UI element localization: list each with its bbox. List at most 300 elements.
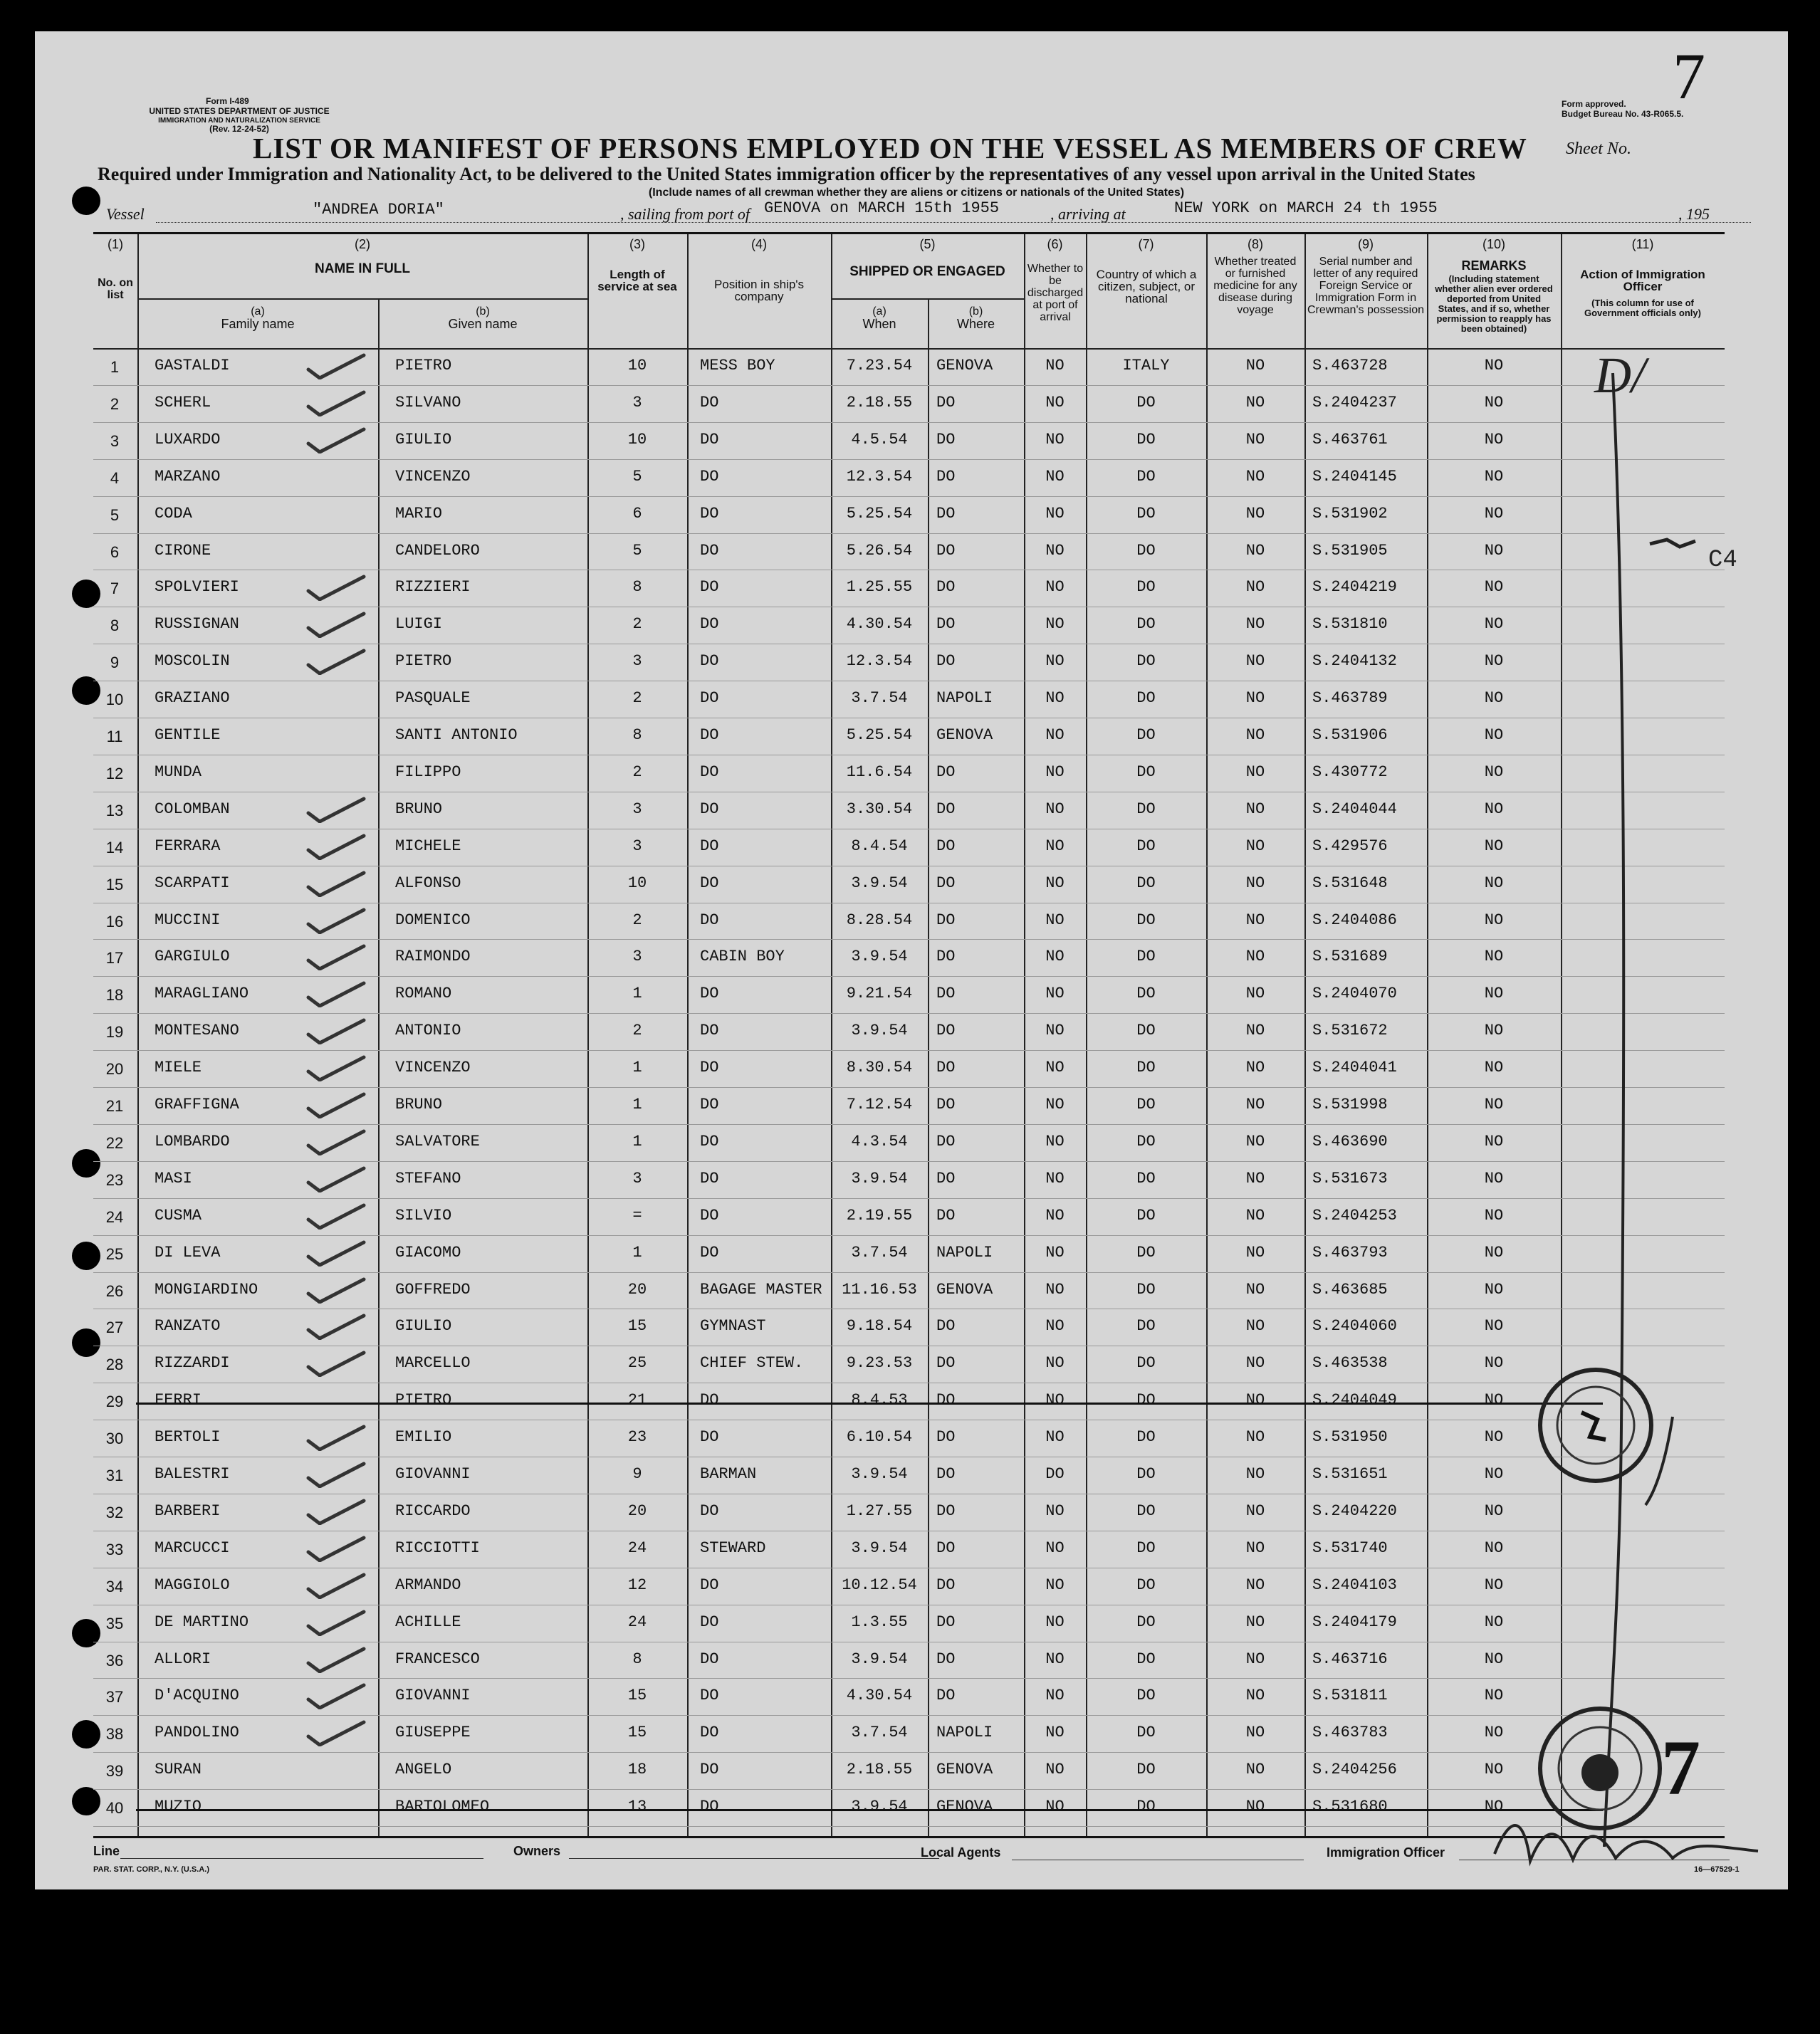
cell-remarks: NO bbox=[1484, 1132, 1504, 1150]
cell-remarks: NO bbox=[1484, 689, 1504, 708]
cell-med: NO bbox=[1245, 1501, 1265, 1520]
cell-given: BRUNO bbox=[395, 800, 443, 818]
cell-remarks: NO bbox=[1484, 578, 1504, 597]
cell-position: DO bbox=[700, 578, 719, 597]
cell-position: DO bbox=[700, 689, 719, 708]
cell-service: 8 bbox=[632, 1650, 642, 1668]
cell-family: CODA bbox=[155, 504, 192, 523]
year-suffix: , 195 bbox=[1678, 205, 1710, 223]
cell-given: SILVIO bbox=[395, 1206, 452, 1225]
cell-remarks: NO bbox=[1484, 1798, 1504, 1816]
cell-family: SPOLVIERI bbox=[155, 578, 239, 597]
cell-country: DO bbox=[1136, 1798, 1156, 1816]
cell-given: RIZZIERI bbox=[395, 578, 471, 597]
cell-when: 3.7.54 bbox=[851, 689, 908, 708]
cell-serial: S.463716 bbox=[1312, 1650, 1388, 1668]
cell-country: DO bbox=[1136, 578, 1156, 597]
cell-discharge: NO bbox=[1045, 1798, 1065, 1816]
cell-given: ALFONSO bbox=[395, 874, 461, 892]
cell-when: 9.18.54 bbox=[846, 1317, 913, 1336]
row-number: 17 bbox=[105, 949, 124, 968]
cell-given: GIOVANNI bbox=[395, 1465, 471, 1483]
cell-when: 3.7.54 bbox=[851, 1243, 908, 1262]
cell-where: DO bbox=[936, 578, 956, 597]
handwritten-sheet-number: 7 bbox=[1673, 40, 1705, 112]
cell-position: DO bbox=[700, 1650, 719, 1668]
row-number: 7 bbox=[110, 580, 120, 598]
cell-service: = bbox=[632, 1206, 642, 1225]
row-number: 3 bbox=[110, 431, 120, 450]
cell-position: DO bbox=[700, 1687, 719, 1705]
cell-where: DO bbox=[936, 467, 956, 486]
cell-discharge: NO bbox=[1045, 393, 1065, 411]
cell-given: RICCARDO bbox=[395, 1501, 471, 1520]
cell-discharge: NO bbox=[1045, 578, 1065, 597]
cell-serial: S.463685 bbox=[1312, 1280, 1388, 1299]
cell-med: NO bbox=[1245, 985, 1265, 1003]
row-number: 29 bbox=[105, 1393, 124, 1411]
cell-med: NO bbox=[1245, 689, 1265, 708]
cell-serial: S.2404070 bbox=[1312, 985, 1397, 1003]
cell-serial: S.2404253 bbox=[1312, 1206, 1397, 1225]
cell-remarks: NO bbox=[1484, 1096, 1504, 1113]
cell-position: DO bbox=[700, 1059, 719, 1077]
cell-serial: S.2404103 bbox=[1312, 1576, 1397, 1594]
cell-country: DO bbox=[1136, 762, 1156, 781]
cell-country: DO bbox=[1136, 1059, 1156, 1077]
cell-service: 24 bbox=[627, 1613, 647, 1631]
cell-country: DO bbox=[1136, 948, 1156, 966]
cell-country: DO bbox=[1136, 1501, 1156, 1520]
cell-when: 12.3.54 bbox=[846, 467, 913, 486]
cell-remarks: NO bbox=[1484, 1243, 1504, 1262]
footer-printer: PAR. STAT. CORP., N.Y. (U.S.A.) bbox=[93, 1865, 209, 1874]
cell-med: NO bbox=[1245, 726, 1265, 744]
cell-family: COLOMBAN bbox=[155, 800, 230, 818]
cell-where: DO bbox=[936, 1687, 956, 1705]
header-given-name: Given name bbox=[448, 317, 518, 331]
cell-family: SURAN bbox=[155, 1761, 202, 1779]
header-where: Where bbox=[956, 317, 995, 331]
cell-serial: S.2404044 bbox=[1312, 800, 1397, 818]
cell-serial: S.2404041 bbox=[1312, 1059, 1397, 1077]
cell-when: 1.3.55 bbox=[851, 1613, 908, 1631]
cell-given: ANTONIO bbox=[395, 1022, 461, 1040]
cell-position: DO bbox=[700, 615, 719, 634]
cell-family: GASTALDI bbox=[155, 357, 230, 374]
cell-remarks: NO bbox=[1484, 762, 1504, 781]
handwritten-d1: D/ bbox=[1594, 347, 1646, 404]
cell-discharge: NO bbox=[1045, 1576, 1065, 1594]
cell-position: DO bbox=[700, 726, 719, 744]
cell-discharge: NO bbox=[1045, 1650, 1065, 1668]
cell-where: DO bbox=[936, 615, 956, 634]
cell-when: 12.3.54 bbox=[846, 652, 913, 671]
cell-service: 15 bbox=[627, 1317, 647, 1336]
cell-where: DO bbox=[936, 504, 956, 523]
arriving-port: NEW YORK on MARCH 24 th 1955 bbox=[1174, 199, 1438, 217]
cell-serial: S.2404086 bbox=[1312, 911, 1397, 929]
cell-when: 9.23.53 bbox=[846, 1354, 913, 1373]
cell-position: DO bbox=[700, 1501, 719, 1520]
cell-where: NAPOLI bbox=[936, 1243, 993, 1262]
cell-position: DO bbox=[700, 652, 719, 671]
cell-remarks: NO bbox=[1484, 1538, 1504, 1557]
cell-service: 8 bbox=[632, 578, 642, 597]
cell-med: NO bbox=[1245, 1761, 1265, 1779]
cell-remarks: NO bbox=[1484, 615, 1504, 634]
cell-remarks: NO bbox=[1484, 430, 1504, 449]
cell-country: DO bbox=[1136, 874, 1156, 892]
cell-discharge: NO bbox=[1045, 1280, 1065, 1299]
cell-med: NO bbox=[1245, 1391, 1265, 1410]
cell-remarks: NO bbox=[1484, 911, 1504, 929]
cell-discharge: NO bbox=[1045, 689, 1065, 708]
cell-remarks: NO bbox=[1484, 1428, 1504, 1447]
cell-discharge: NO bbox=[1045, 948, 1065, 966]
cell-remarks: NO bbox=[1484, 874, 1504, 892]
cell-when: 2.19.55 bbox=[846, 1206, 913, 1225]
row-number: 35 bbox=[105, 1614, 124, 1632]
cell-remarks: NO bbox=[1484, 1280, 1504, 1299]
cell-when: 2.18.55 bbox=[846, 1761, 913, 1779]
row-number: 38 bbox=[105, 1725, 124, 1744]
cell-med: NO bbox=[1245, 1059, 1265, 1077]
cell-when: 3.9.54 bbox=[851, 1538, 908, 1557]
cell-country: DO bbox=[1136, 1169, 1156, 1188]
cell-family: SCARPATI bbox=[155, 874, 230, 892]
cell-med: NO bbox=[1245, 948, 1265, 966]
cell-country: DO bbox=[1136, 1428, 1156, 1447]
header-serial-number: Serial number and letter of any required Foreign Service or Immigration Form in Crewman's possession bbox=[1307, 256, 1424, 316]
cell-remarks: NO bbox=[1484, 1059, 1504, 1077]
cell-med: NO bbox=[1245, 1169, 1265, 1188]
header-where-letter: (b) bbox=[968, 305, 983, 318]
row-number: 22 bbox=[105, 1133, 124, 1152]
cell-when: 3.7.54 bbox=[851, 1724, 908, 1742]
cell-serial: S.531905 bbox=[1312, 541, 1388, 560]
cell-given: PIETRO bbox=[395, 1391, 452, 1410]
cell-service: 13 bbox=[627, 1798, 647, 1816]
cell-serial: S.463538 bbox=[1312, 1354, 1388, 1373]
cell-country: DO bbox=[1136, 911, 1156, 929]
cell-discharge: NO bbox=[1045, 911, 1065, 929]
cell-discharge: NO bbox=[1045, 1613, 1065, 1631]
cell-given: DOMENICO bbox=[395, 911, 471, 929]
cell-discharge: NO bbox=[1045, 652, 1065, 671]
cell-med: NO bbox=[1245, 1798, 1265, 1816]
cell-family: ALLORI bbox=[155, 1650, 211, 1668]
cell-discharge: NO bbox=[1045, 504, 1065, 523]
cell-family: D'ACQUINO bbox=[155, 1687, 239, 1705]
cell-remarks: NO bbox=[1484, 1613, 1504, 1631]
row-number: 8 bbox=[110, 617, 120, 635]
row-number: 21 bbox=[105, 1097, 124, 1115]
column-number: (10) bbox=[1482, 237, 1505, 251]
cell-serial: S.531998 bbox=[1312, 1096, 1388, 1113]
column-number: (4) bbox=[751, 237, 767, 251]
row-number: 20 bbox=[105, 1060, 124, 1079]
cell-given: MICHELE bbox=[395, 837, 461, 855]
cell-service: 1 bbox=[632, 1096, 642, 1113]
cell-service: 20 bbox=[627, 1501, 647, 1520]
cell-country: DO bbox=[1136, 1724, 1156, 1742]
cell-med: NO bbox=[1245, 393, 1265, 411]
row-number: 31 bbox=[105, 1467, 124, 1484]
cell-remarks: NO bbox=[1484, 726, 1504, 744]
cell-med: NO bbox=[1245, 1650, 1265, 1668]
row-number: 28 bbox=[105, 1356, 124, 1374]
cell-given: GIULIO bbox=[395, 430, 452, 449]
column-number: (6) bbox=[1047, 237, 1063, 251]
cell-discharge: NO bbox=[1045, 1206, 1065, 1225]
row-number: 34 bbox=[105, 1577, 124, 1595]
cell-given: SALVATORE bbox=[395, 1132, 480, 1150]
cell-country: DO bbox=[1136, 1096, 1156, 1113]
column-number: (11) bbox=[1631, 237, 1654, 251]
cell-remarks: NO bbox=[1484, 1206, 1504, 1225]
cell-service: 12 bbox=[627, 1576, 647, 1594]
cell-position: DO bbox=[700, 430, 719, 449]
cell-serial: S.2404220 bbox=[1312, 1501, 1397, 1520]
cell-country: DO bbox=[1136, 1280, 1156, 1299]
column-number: (5) bbox=[919, 237, 936, 251]
cell-position: DO bbox=[700, 874, 719, 892]
cell-position: DO bbox=[700, 985, 719, 1003]
cell-position: DO bbox=[700, 1243, 719, 1262]
cell-where: DO bbox=[936, 1538, 956, 1557]
cell-given: GIULIO bbox=[395, 1317, 452, 1336]
cell-family: DE MARTINO bbox=[155, 1613, 249, 1631]
cell-med: NO bbox=[1245, 504, 1265, 523]
cell-given: BARTOLOMEO bbox=[395, 1798, 490, 1816]
cell-serial: S.429576 bbox=[1312, 837, 1388, 855]
footer-owners-label: Owners bbox=[513, 1844, 561, 1858]
cell-position: CHIEF STEW. bbox=[700, 1354, 804, 1373]
cell-family: MARCUCCI bbox=[155, 1538, 230, 1557]
cell-when: 7.12.54 bbox=[846, 1096, 913, 1113]
cell-country: DO bbox=[1136, 726, 1156, 744]
cell-remarks: NO bbox=[1484, 652, 1504, 671]
cell-remarks: NO bbox=[1484, 541, 1504, 560]
cell-discharge: NO bbox=[1045, 1428, 1065, 1447]
cell-discharge: NO bbox=[1045, 837, 1065, 855]
cell-discharge: NO bbox=[1045, 726, 1065, 744]
row-number: 39 bbox=[105, 1762, 124, 1781]
cell-discharge: NO bbox=[1045, 762, 1065, 781]
cell-position: DO bbox=[700, 800, 719, 818]
cell-service: 2 bbox=[632, 1022, 642, 1040]
cell-where: DO bbox=[936, 1613, 956, 1631]
header-medicine: Whether treated or furnished medicine for any disease during voyage bbox=[1213, 256, 1297, 316]
cell-discharge: NO bbox=[1045, 1022, 1065, 1040]
cell-where: DO bbox=[936, 911, 956, 929]
cell-med: NO bbox=[1245, 1465, 1265, 1483]
cell-given: BRUNO bbox=[395, 1096, 443, 1113]
cell-remarks: NO bbox=[1484, 948, 1504, 966]
cell-where: DO bbox=[936, 1354, 956, 1373]
header-length-of-service: Length of service at sea bbox=[597, 268, 677, 293]
cell-remarks: NO bbox=[1484, 357, 1504, 374]
cell-med: NO bbox=[1245, 1206, 1265, 1225]
column-number: (1) bbox=[108, 237, 123, 251]
row-number: 40 bbox=[105, 1799, 124, 1818]
cell-when: 1.27.55 bbox=[846, 1501, 913, 1520]
cell-family: BALESTRI bbox=[155, 1465, 230, 1483]
cell-country: DO bbox=[1136, 689, 1156, 708]
cell-serial: S.463728 bbox=[1312, 357, 1388, 374]
header-action-note: (This column for use of Government officials only) bbox=[1584, 298, 1701, 318]
header-remarks: REMARKS bbox=[1461, 258, 1527, 273]
cell-med: NO bbox=[1245, 1613, 1265, 1631]
cell-family: FERRARA bbox=[155, 837, 221, 855]
cell-where: DO bbox=[936, 541, 956, 560]
footer-officer-label: Immigration Officer bbox=[1327, 1845, 1445, 1860]
cell-remarks: NO bbox=[1484, 985, 1504, 1003]
row-number: 33 bbox=[105, 1540, 124, 1558]
cell-given: ROMANO bbox=[395, 985, 452, 1003]
cell-given: GIACOMO bbox=[395, 1243, 461, 1262]
column-number: (3) bbox=[629, 237, 645, 251]
cell-country: DO bbox=[1136, 467, 1156, 486]
cell-serial: S.2404256 bbox=[1312, 1761, 1397, 1779]
row-number: 19 bbox=[105, 1023, 124, 1042]
sailing-port: GENOVA on MARCH 15th 1955 bbox=[764, 199, 1000, 217]
cell-family: MUNDA bbox=[155, 762, 202, 781]
cell-position: DO bbox=[700, 393, 719, 411]
handwritten-page-seven: 7 bbox=[1661, 1724, 1700, 1811]
cell-service: 20 bbox=[627, 1280, 647, 1299]
cell-discharge: NO bbox=[1045, 357, 1065, 374]
cell-service: 9 bbox=[632, 1465, 642, 1483]
footer-line-label: Line bbox=[93, 1844, 120, 1858]
cell-family: MASI bbox=[155, 1169, 192, 1188]
cell-service: 2 bbox=[632, 689, 642, 708]
cell-serial: S.463761 bbox=[1312, 430, 1388, 449]
cell-service: 1 bbox=[632, 1132, 642, 1150]
cell-position: DO bbox=[700, 762, 719, 781]
cell-remarks: NO bbox=[1484, 1687, 1504, 1705]
cell-country: ITALY bbox=[1122, 357, 1170, 374]
cell-where: DO bbox=[936, 1576, 956, 1594]
cell-remarks: NO bbox=[1484, 1317, 1504, 1336]
cell-when: 1.25.55 bbox=[846, 578, 913, 597]
row-number: 32 bbox=[105, 1503, 124, 1521]
cell-where: DO bbox=[936, 1465, 956, 1483]
cell-when: 4.5.54 bbox=[851, 430, 908, 449]
cell-given: GIUSEPPE bbox=[395, 1724, 471, 1742]
cell-discharge: NO bbox=[1045, 1059, 1065, 1077]
row-number: 14 bbox=[105, 838, 124, 856]
cell-family: GRAZIANO bbox=[155, 689, 230, 708]
cell-family: MUCCINI bbox=[155, 911, 221, 929]
cell-where: DO bbox=[936, 393, 956, 411]
cell-service: 3 bbox=[632, 948, 642, 966]
cell-where: DO bbox=[936, 1317, 956, 1336]
cell-serial: S.463690 bbox=[1312, 1132, 1388, 1150]
row-number: 36 bbox=[105, 1651, 124, 1669]
cell-family: MOSCOLIN bbox=[155, 652, 230, 671]
cell-position: BARMAN bbox=[700, 1465, 757, 1483]
cell-given: MARIO bbox=[395, 504, 443, 523]
cell-where: DO bbox=[936, 1132, 956, 1150]
cell-serial: S.531810 bbox=[1312, 615, 1388, 634]
row-number: 25 bbox=[105, 1244, 124, 1263]
cell-discharge: NO bbox=[1045, 874, 1065, 892]
cell-service: 6 bbox=[632, 504, 642, 523]
cell-where: DO bbox=[936, 1096, 956, 1113]
cell-where: DO bbox=[936, 652, 956, 671]
cell-position: GYMNAST bbox=[700, 1317, 766, 1336]
cell-when: 3.9.54 bbox=[851, 1169, 908, 1188]
cell-discharge: NO bbox=[1045, 1501, 1065, 1520]
cell-service: 1 bbox=[632, 1243, 642, 1262]
cell-country: DO bbox=[1136, 800, 1156, 818]
cell-med: NO bbox=[1245, 837, 1265, 855]
cell-where: DO bbox=[936, 1391, 956, 1410]
footer-code: 16—67529-1 bbox=[1694, 1865, 1740, 1874]
cell-discharge: NO bbox=[1045, 800, 1065, 818]
cell-serial: S.531689 bbox=[1312, 948, 1388, 966]
cell-given: FILIPPO bbox=[395, 762, 461, 781]
row-number: 5 bbox=[110, 505, 120, 524]
cell-position: STEWARD bbox=[700, 1538, 766, 1557]
cell-where: DO bbox=[936, 762, 956, 781]
cell-given: LUIGI bbox=[395, 615, 443, 634]
cell-discharge: NO bbox=[1045, 615, 1065, 634]
cell-position: DO bbox=[700, 1576, 719, 1594]
cell-remarks: NO bbox=[1484, 504, 1504, 523]
row-number: 10 bbox=[105, 691, 124, 709]
cell-remarks: NO bbox=[1484, 467, 1504, 486]
cell-given: RICCIOTTI bbox=[395, 1538, 480, 1557]
cell-where: DO bbox=[936, 985, 956, 1003]
row-number: 2 bbox=[110, 394, 120, 413]
cell-position: DO bbox=[700, 1169, 719, 1188]
cell-med: NO bbox=[1245, 541, 1265, 560]
cell-med: NO bbox=[1245, 1428, 1265, 1447]
cell-where: GENOVA bbox=[936, 357, 993, 374]
cell-discharge: NO bbox=[1045, 1169, 1065, 1188]
arriving-label: , arriving at bbox=[1050, 205, 1126, 223]
header-no-on-list: No. on list bbox=[98, 277, 133, 301]
cell-discharge: NO bbox=[1045, 1391, 1065, 1410]
cell-discharge: NO bbox=[1045, 1317, 1065, 1336]
cell-service: 10 bbox=[627, 430, 647, 449]
cell-given: FRANCESCO bbox=[395, 1650, 480, 1668]
cell-given: CANDELORO bbox=[395, 541, 480, 560]
cell-family: GENTILE bbox=[155, 726, 221, 744]
column-number: (9) bbox=[1358, 237, 1374, 251]
cell-when: 4.30.54 bbox=[846, 1687, 913, 1705]
cell-country: DO bbox=[1136, 430, 1156, 449]
cell-discharge: NO bbox=[1045, 430, 1065, 449]
cell-where: GENOVA bbox=[936, 1761, 993, 1779]
cell-when: 3.30.54 bbox=[846, 800, 913, 818]
sheet-label: Sheet No. bbox=[1566, 140, 1631, 158]
row-number: 30 bbox=[105, 1430, 124, 1448]
cell-position: DO bbox=[700, 504, 719, 523]
cell-position: DO bbox=[700, 911, 719, 929]
cell-remarks: NO bbox=[1484, 1022, 1504, 1040]
cell-country: DO bbox=[1136, 1022, 1156, 1040]
cell-service: 10 bbox=[627, 357, 647, 374]
cell-given: ANGELO bbox=[395, 1761, 452, 1779]
cell-where: DO bbox=[936, 948, 956, 966]
cell-where: DO bbox=[936, 1501, 956, 1520]
approval-line: Budget Bureau No. 43-R065.5. bbox=[1562, 109, 1684, 119]
cell-country: DO bbox=[1136, 1317, 1156, 1336]
